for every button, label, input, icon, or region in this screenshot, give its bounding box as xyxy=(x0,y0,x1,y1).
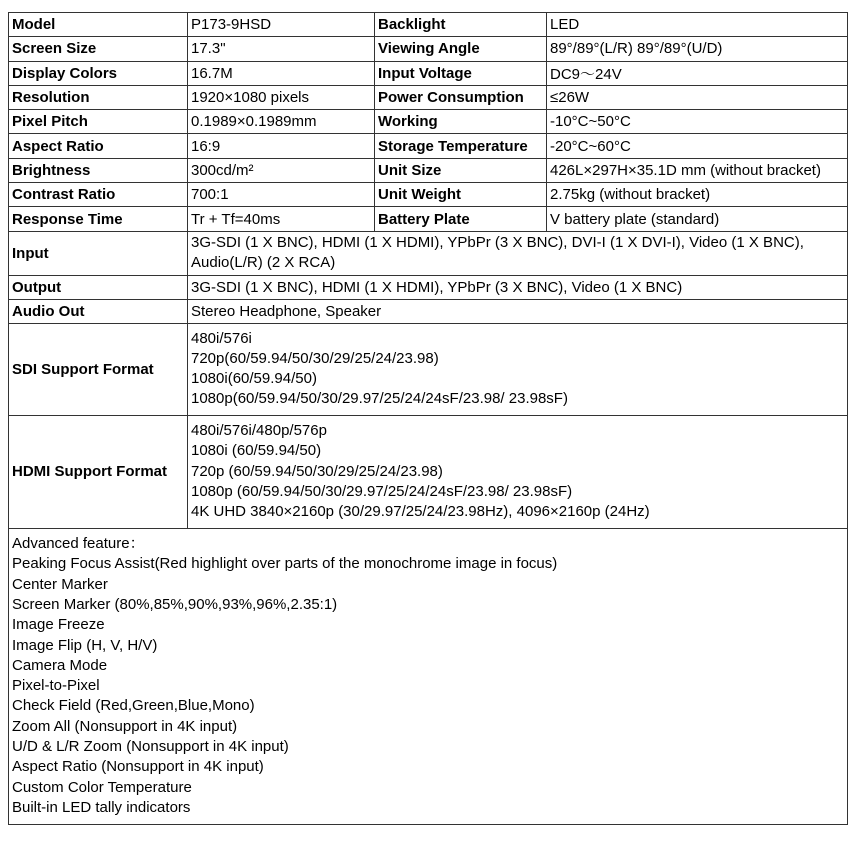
hdmi-format-line: 1080i (60/59.94/50) xyxy=(191,442,322,460)
input-label: Input xyxy=(9,231,188,275)
spec-label: Working xyxy=(375,110,547,134)
spec-value: -20°C~60°C xyxy=(547,134,848,158)
spec-label: Resolution xyxy=(9,85,188,109)
output-label: Output xyxy=(9,275,188,299)
advanced-feature-row xyxy=(9,528,848,824)
hdmi-format-line: 480i/576i/480p/576p xyxy=(191,421,327,439)
spec-row xyxy=(9,207,848,231)
spec-label: Screen Size xyxy=(9,37,188,61)
spec-row xyxy=(9,183,848,207)
spec-label: Unit Weight xyxy=(375,183,547,207)
hdmi-format-line: 4K UHD 3840×2160p (30/29.97/25/24/23.98Hz), 4096×2160p (24Hz) xyxy=(191,503,650,521)
advanced-feature-item: Image Freeze xyxy=(12,616,105,634)
spec-value: 0.1989×0.1989mm xyxy=(188,110,375,134)
spec-label: Battery Plate xyxy=(375,207,547,231)
input-line: 3G-SDI (1 X BNC), HDMI (1 X HDMI), YPbPr (3 X BNC), DVI-I (1 X DVI-I), Video (1 X BNC), xyxy=(191,233,804,251)
spec-label: Backlight xyxy=(375,13,547,37)
advanced-feature-item: Aspect Ratio (Nonsupport in 4K input) xyxy=(12,758,264,776)
advanced-feature-item: Pixel-to-Pixel xyxy=(12,677,100,695)
advanced-feature-title: Advanced feature： xyxy=(12,535,145,553)
advanced-feature-item: Zoom All (Nonsupport in 4K input) xyxy=(12,717,238,735)
sdi-format-label: SDI Support Format xyxy=(9,323,188,415)
advanced-feature-item: Camera Mode xyxy=(12,656,108,674)
spec-label: Model xyxy=(9,13,188,37)
input-row xyxy=(9,231,848,275)
spec-row xyxy=(9,61,848,85)
advanced-feature-item: Screen Marker (80%,85%,90%,93%,96%,2.35:1) xyxy=(12,595,338,613)
spec-value: 2.75kg (without bracket) xyxy=(547,183,848,207)
spec-label: Aspect Ratio xyxy=(9,134,188,158)
hdmi-format-value xyxy=(188,415,848,528)
spec-row xyxy=(9,13,848,37)
advanced-feature-cell xyxy=(9,528,848,824)
advanced-feature-item: Custom Color Temperature xyxy=(12,778,192,796)
spec-label: Input Voltage xyxy=(375,61,547,85)
hdmi-format-line: 1080p (60/59.94/50/30/29.97/25/24/24sF/23.98/ 23.98sF) xyxy=(191,482,573,500)
input-line: Audio(L/R) (2 X RCA) xyxy=(191,254,336,272)
spec-value: P173-9HSD xyxy=(188,13,375,37)
spec-value: Tr + Tf=40ms xyxy=(188,207,375,231)
spec-label: Pixel Pitch xyxy=(9,110,188,134)
hdmi-format-row xyxy=(9,415,848,528)
advanced-feature-item: Built-in LED tally indicators xyxy=(12,798,191,816)
spec-value: 1920×1080 pixels xyxy=(188,85,375,109)
sdi-format-value xyxy=(188,323,848,415)
input-value xyxy=(188,231,848,275)
audio-out-label: Audio Out xyxy=(9,299,188,323)
sdi-format-line: 1080i(60/59.94/50) xyxy=(191,370,317,388)
spec-value: V battery plate (standard) xyxy=(547,207,848,231)
spec-value: 89°/89°(L/R) 89°/89°(U/D) xyxy=(547,37,848,61)
spec-label: Unit Size xyxy=(375,158,547,182)
hdmi-format-line: 720p (60/59.94/50/30/29/25/24/23.98) xyxy=(191,462,443,480)
sdi-format-line: 720p(60/59.94/50/30/29/25/24/23.98) xyxy=(191,349,439,367)
spec-row xyxy=(9,85,848,109)
spec-value: 16.7M xyxy=(188,61,375,85)
spec-value: 16:9 xyxy=(188,134,375,158)
sdi-format-line: 1080p(60/59.94/50/30/29.97/25/24/24sF/23.98/ 23.98sF) xyxy=(191,390,568,408)
advanced-feature-item: Check Field (Red,Green,Blue,Mono) xyxy=(12,697,255,715)
spec-value: 426L×297H×35.1D mm (without bracket) xyxy=(547,158,848,182)
spec-value: -10°C~50°C xyxy=(547,110,848,134)
audio-out-row xyxy=(9,299,848,323)
advanced-feature-item: Image Flip (H, V, H/V) xyxy=(12,636,158,654)
spec-row xyxy=(9,110,848,134)
spec-value: LED xyxy=(547,13,848,37)
advanced-feature-item: Center Marker xyxy=(12,575,108,593)
spec-table xyxy=(8,12,848,825)
spec-label: Display Colors xyxy=(9,61,188,85)
hdmi-format-label: HDMI Support Format xyxy=(9,415,188,528)
sdi-format-line: 480i/576i xyxy=(191,329,252,347)
sdi-format-row xyxy=(9,323,848,415)
spec-label: Contrast Ratio xyxy=(9,183,188,207)
advanced-feature-item: U/D & L/R Zoom (Nonsupport in 4K input) xyxy=(12,738,289,756)
spec-value: 700:1 xyxy=(188,183,375,207)
spec-label: Response Time xyxy=(9,207,188,231)
output-value: 3G-SDI (1 X BNC), HDMI (1 X HDMI), YPbPr (3 X BNC), Video (1 X BNC) xyxy=(188,275,848,299)
spec-label: Power Consumption xyxy=(375,85,547,109)
spec-label: Storage Temperature xyxy=(375,134,547,158)
spec-value: 300cd/m² xyxy=(188,158,375,182)
output-row xyxy=(9,275,848,299)
spec-value: ≤26W xyxy=(547,85,848,109)
spec-label: Brightness xyxy=(9,158,188,182)
spec-row xyxy=(9,37,848,61)
spec-row xyxy=(9,134,848,158)
spec-value: 17.3" xyxy=(188,37,375,61)
spec-row xyxy=(9,158,848,182)
advanced-feature-item: Peaking Focus Assist(Red highlight over parts of the monochrome image in focus) xyxy=(12,555,558,573)
spec-value: DC9～24V xyxy=(547,61,848,85)
audio-out-value: Stereo Headphone, Speaker xyxy=(188,299,848,323)
spec-label: Viewing Angle xyxy=(375,37,547,61)
